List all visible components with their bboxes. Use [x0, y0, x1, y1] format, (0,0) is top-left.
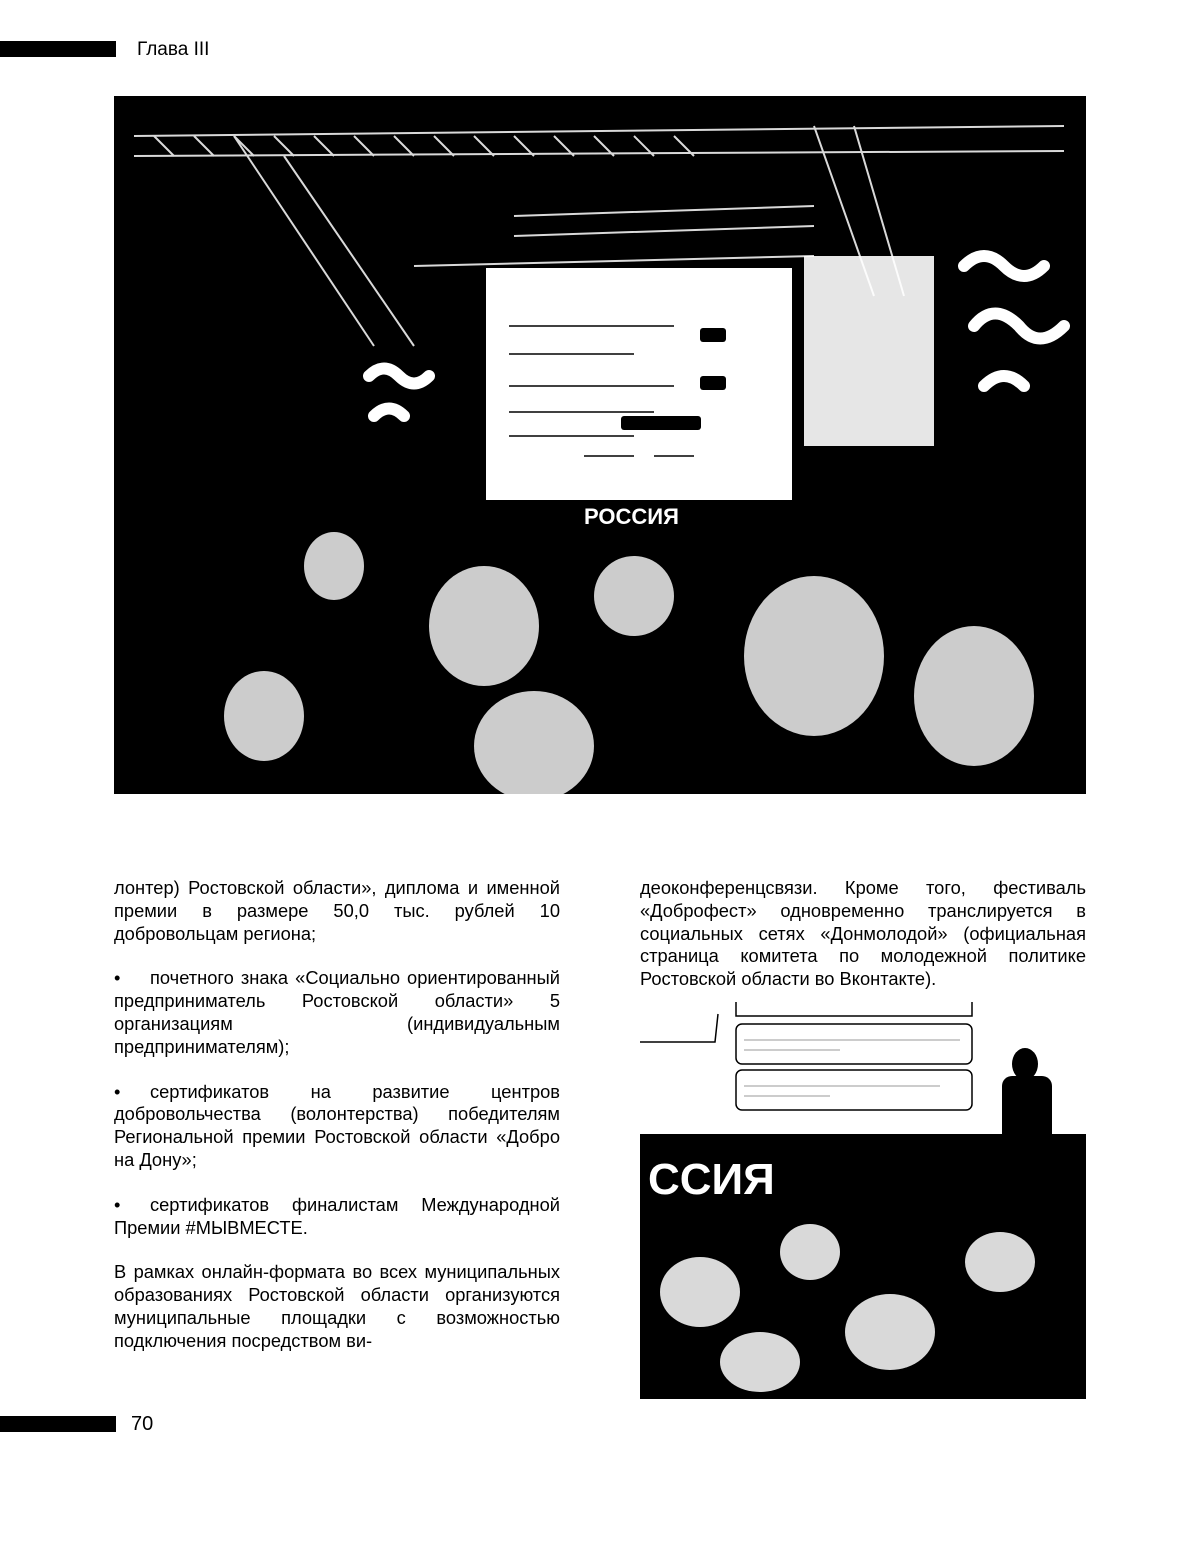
chapter-title: Глава III	[137, 39, 210, 60]
bullet-text: почетного знака «Социально ориентированный предприниматель Ростовской области» 5 организациям (индивидуальным предпринимателям);	[114, 967, 560, 1057]
stage-sign: РОССИЯ	[584, 504, 679, 529]
page-number: 70	[131, 1413, 154, 1435]
bullet-item-2	[114, 1081, 560, 1172]
svg-text:СCИЯ: СCИЯ	[648, 1155, 775, 1204]
bullet-marker: •	[114, 1193, 121, 1215]
bullet-marker: •	[114, 1080, 121, 1102]
right-paragraph-1: деоконференцсвязи. Кроме того, фестиваль «Доброфест» одновременно транслируется в социальных сетях «Донмолодой» (официальная страница комитета по молодежной политике Ростовской области во Вконтакте).	[640, 877, 1086, 990]
left-text-column	[114, 877, 560, 1375]
bullet-marker: •	[114, 967, 121, 989]
conference-hall-photo	[114, 96, 1086, 794]
header-bar	[0, 41, 116, 57]
speaker-stage-photo	[640, 1002, 1086, 1399]
bullet-item-3	[114, 1194, 560, 1240]
conference-hall-illustration	[114, 96, 1086, 794]
footer-bar	[0, 1416, 116, 1432]
bullet-text: сертификатов финалистам Международной Премии #МЫВМЕСТЕ.	[114, 1193, 560, 1238]
bullet-item-1	[114, 967, 560, 1058]
speaker-stage-illustration	[640, 1002, 1086, 1399]
left-paragraph-1: лонтер) Ростовской области», диплома и именной премии в размере 50,0 тыс. рублей 10 добровольцам региона;	[114, 877, 560, 944]
right-text-column	[640, 877, 1086, 1013]
left-paragraph-2: В рамках онлайн-формата во всех муниципальных образованиях Ростовской области организуются муниципальные площадки с возможностью подключения посредством ви-	[114, 1261, 560, 1351]
bullet-text: сертификатов на развитие центров добровольчества (волонтерства) победителям Региональной премии Ростовской области «Добро на Дону»;	[114, 1080, 560, 1170]
